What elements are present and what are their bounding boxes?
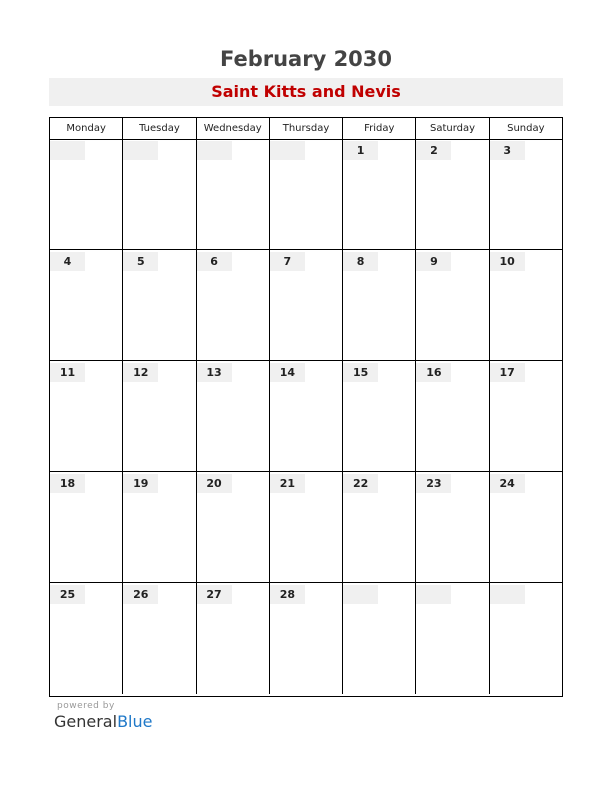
day-cell <box>416 139 489 249</box>
day-cell <box>50 583 123 694</box>
day-number: 5 <box>123 252 158 271</box>
day-cell <box>490 250 562 360</box>
day-number: 25 <box>50 585 85 604</box>
weekday-thursday: Thursday <box>270 118 343 139</box>
day-cell <box>50 361 123 471</box>
day-cell <box>490 139 562 249</box>
day-cell <box>197 139 270 249</box>
week-row <box>50 139 562 250</box>
page-title: February 2030 <box>219 47 393 71</box>
day-number: 27 <box>197 585 232 604</box>
week-row <box>50 250 562 361</box>
day-number: 28 <box>270 585 305 604</box>
day-number: 1 <box>343 141 378 160</box>
logo-general: General <box>54 712 118 731</box>
day-cell <box>123 472 196 582</box>
weekday-wednesday: Wednesday <box>197 118 270 139</box>
day-number: 26 <box>123 585 158 604</box>
day-number <box>490 585 525 604</box>
day-number: 7 <box>270 252 305 271</box>
country-name: Saint Kitts and Nevis <box>211 82 401 101</box>
day-cell <box>123 361 196 471</box>
day-cell <box>197 361 270 471</box>
day-cell <box>343 250 416 360</box>
day-cell <box>490 583 562 694</box>
weekday-monday: Monday <box>50 118 123 139</box>
day-number <box>197 141 232 160</box>
day-number <box>270 141 305 160</box>
weekday-friday: Friday <box>343 118 416 139</box>
day-number: 16 <box>416 363 451 382</box>
day-cell <box>270 139 343 249</box>
day-cell <box>490 472 562 582</box>
day-cell <box>416 472 489 582</box>
calendar-grid <box>49 117 563 697</box>
day-number: 11 <box>50 363 85 382</box>
day-number: 4 <box>50 252 85 271</box>
day-cell <box>416 361 489 471</box>
day-cell <box>343 361 416 471</box>
day-number: 19 <box>123 474 158 493</box>
day-cell <box>270 472 343 582</box>
day-number: 8 <box>343 252 378 271</box>
day-number: 22 <box>343 474 378 493</box>
day-number: 15 <box>343 363 378 382</box>
day-cell <box>416 250 489 360</box>
day-number: 24 <box>490 474 525 493</box>
day-number <box>123 141 158 160</box>
day-cell <box>50 139 123 249</box>
logo-blue: Blue <box>117 712 153 731</box>
weekday-header <box>50 118 562 140</box>
day-number: 17 <box>490 363 525 382</box>
day-number: 23 <box>416 474 451 493</box>
day-number: 12 <box>123 363 158 382</box>
day-cell <box>197 583 270 694</box>
day-cell <box>343 583 416 694</box>
day-cell <box>490 361 562 471</box>
day-number <box>416 585 451 604</box>
day-cell <box>50 472 123 582</box>
day-number: 20 <box>197 474 232 493</box>
day-cell <box>197 472 270 582</box>
day-cell <box>50 250 123 360</box>
week-row <box>50 583 562 694</box>
weekday-tuesday: Tuesday <box>123 118 196 139</box>
day-number: 6 <box>197 252 232 271</box>
day-cell <box>343 139 416 249</box>
day-number: 9 <box>416 252 451 271</box>
day-number: 18 <box>50 474 85 493</box>
generalblue-logo[interactable] <box>54 712 152 731</box>
day-number <box>50 141 85 160</box>
weekday-sunday: Sunday <box>507 123 545 134</box>
day-cell <box>270 583 343 694</box>
weekday-saturday: Saturday <box>416 118 489 139</box>
day-number: 14 <box>270 363 305 382</box>
day-cell <box>343 472 416 582</box>
day-cell <box>416 583 489 694</box>
day-number: 2 <box>416 141 451 160</box>
day-cell <box>197 250 270 360</box>
day-number: 21 <box>270 474 305 493</box>
week-row <box>50 361 562 472</box>
day-cell <box>270 361 343 471</box>
day-number: 3 <box>490 141 525 160</box>
week-row <box>50 472 562 583</box>
day-cell <box>270 250 343 360</box>
powered-by-text: powered by <box>57 701 115 711</box>
day-cell <box>123 583 196 694</box>
day-number: 10 <box>490 252 525 271</box>
country-banner <box>49 78 563 106</box>
day-number <box>343 585 378 604</box>
day-cell <box>123 250 196 360</box>
day-number: 13 <box>197 363 232 382</box>
day-cell <box>123 139 196 249</box>
